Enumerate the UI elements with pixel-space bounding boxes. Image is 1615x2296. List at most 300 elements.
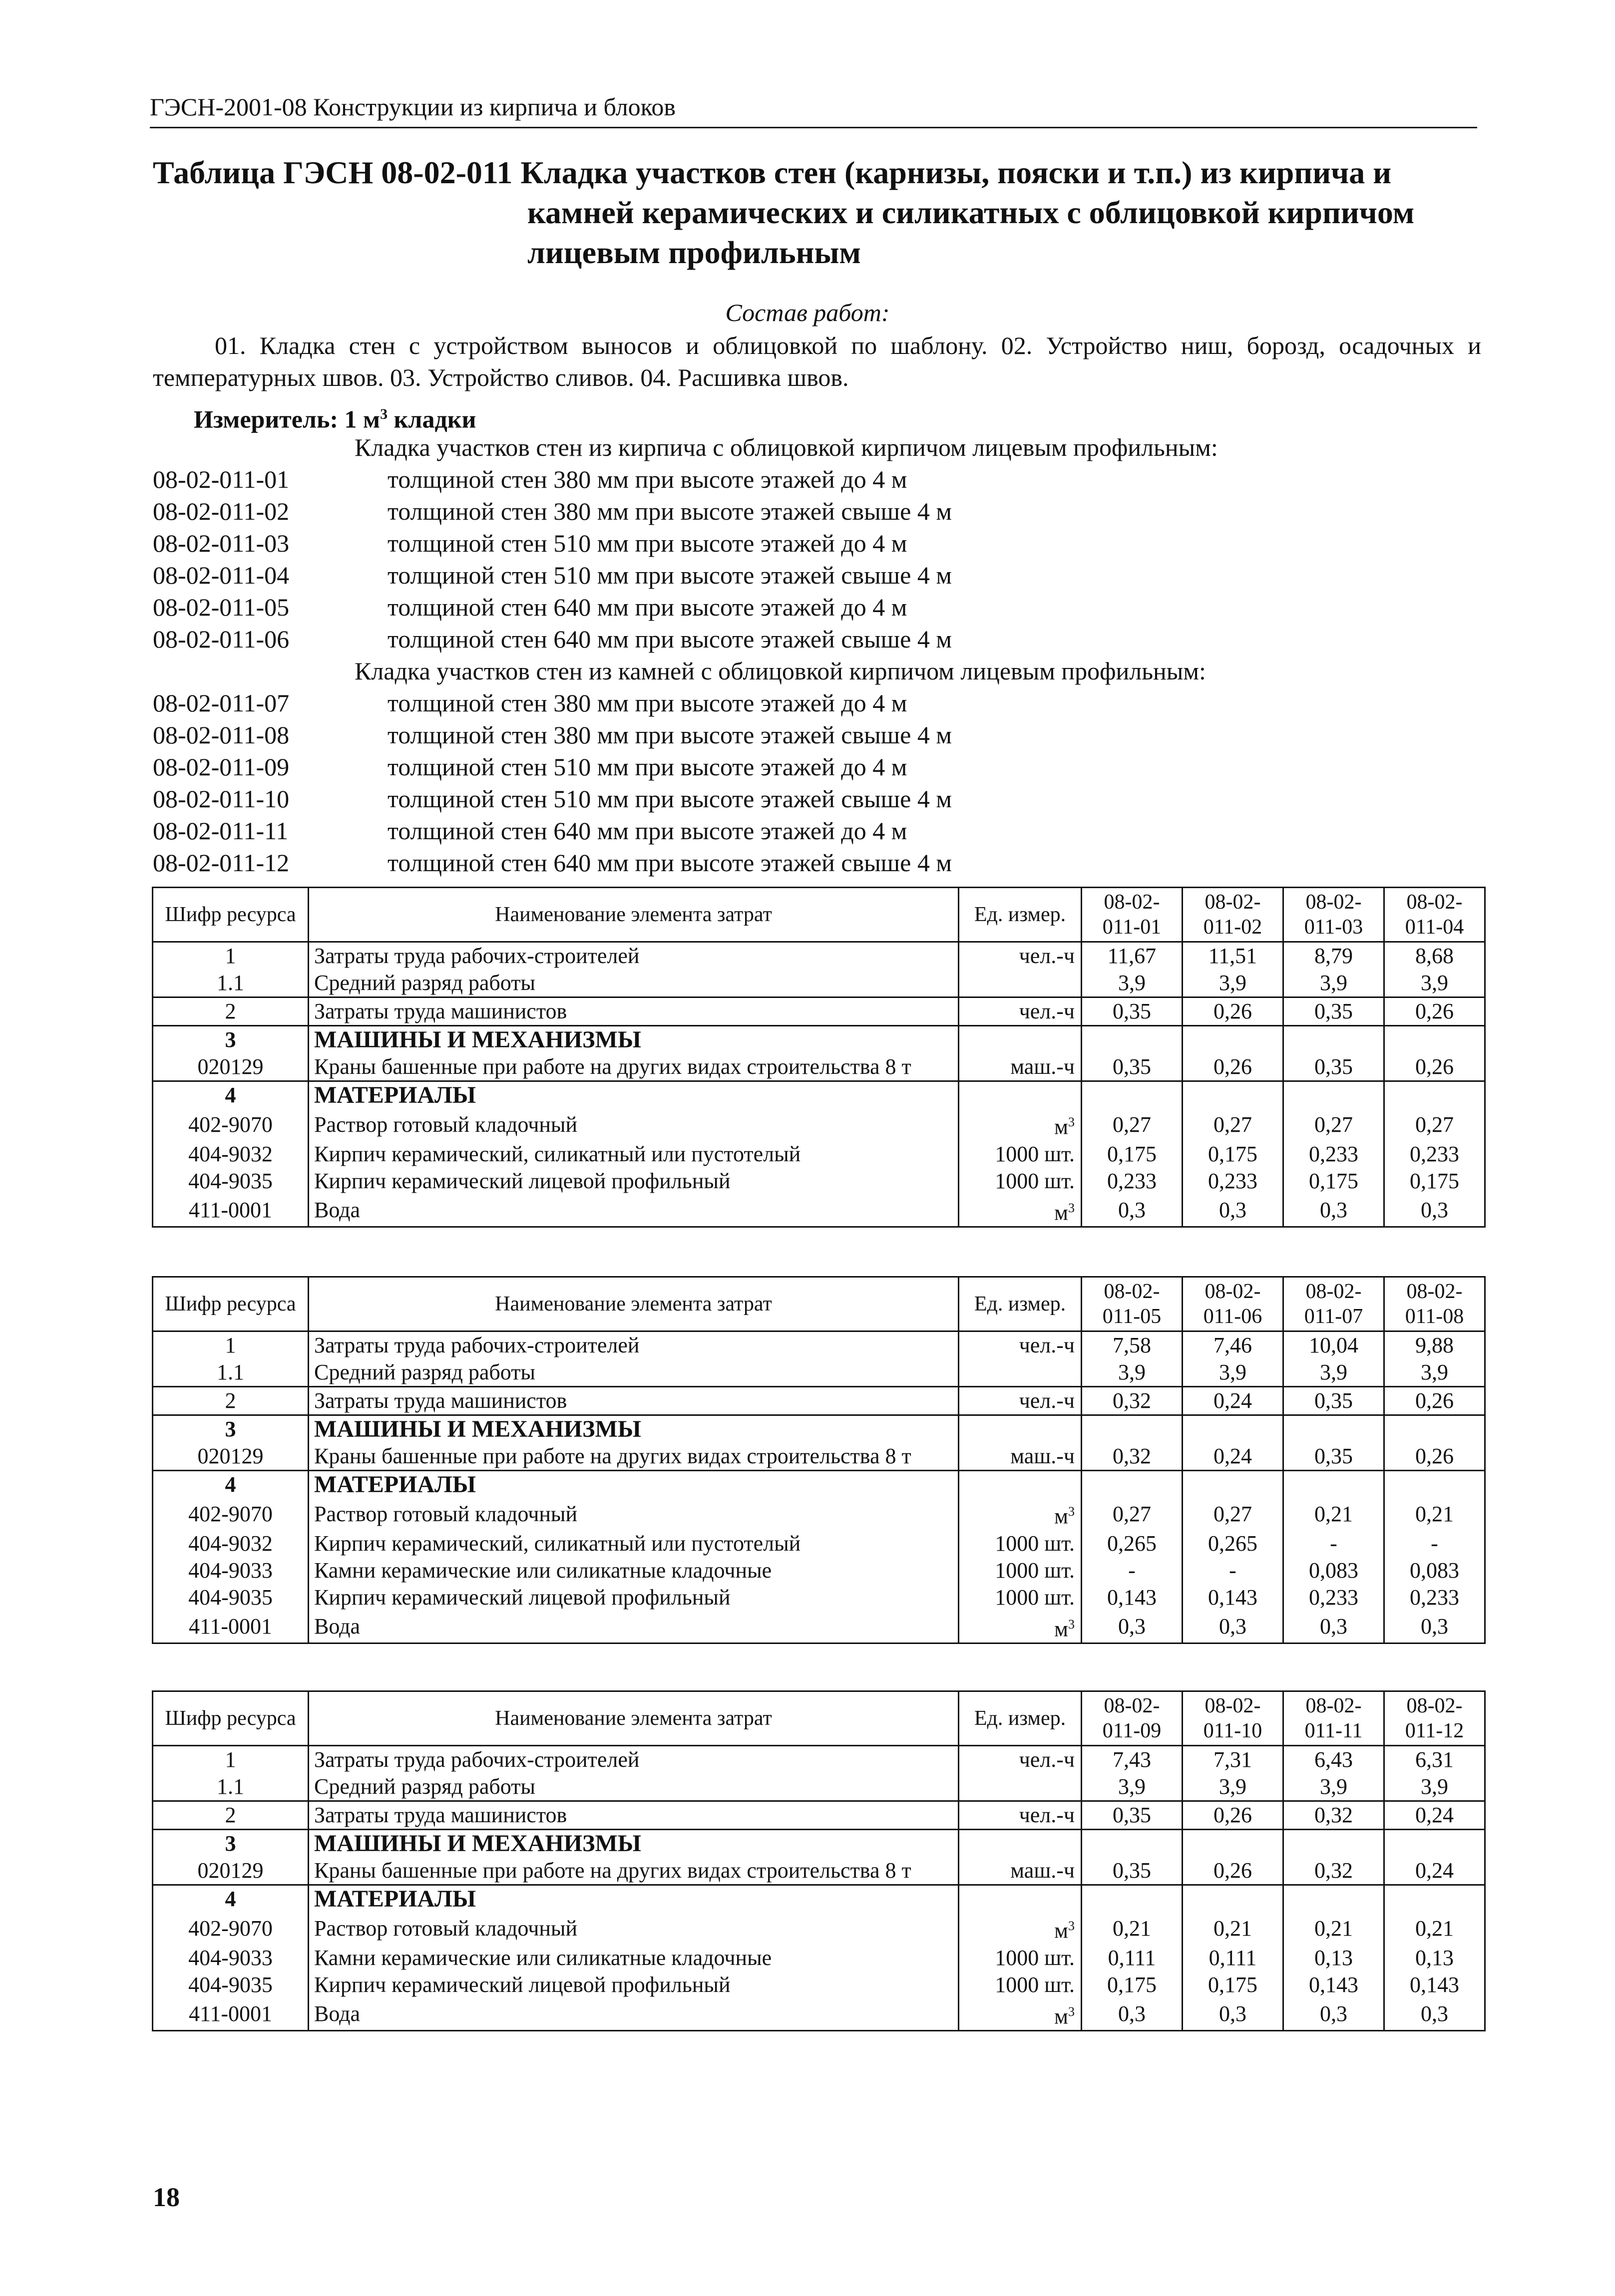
value-text: 0,175 (1107, 1972, 1157, 1997)
header-norm-code (1384, 888, 1485, 942)
table-row (153, 1359, 1485, 1387)
header-norm-code (1082, 888, 1183, 942)
resource-value (1183, 1081, 1283, 1109)
resource-code: 3 (153, 1415, 309, 1443)
value-text: 0,35 (1112, 1803, 1151, 1827)
table-row (153, 1773, 1485, 1801)
resource-name: Краны башенные при работе на других видах строительства 8 т (309, 1053, 959, 1081)
value-text: - (1330, 1531, 1337, 1556)
resource-name: МАТЕРИАЛЫ (309, 1471, 959, 1499)
table-row (153, 1857, 1485, 1885)
resource-unit (959, 1746, 1082, 1774)
resource-unit (959, 1830, 1082, 1858)
resource-value (1183, 1945, 1283, 1971)
table-row (153, 1471, 1485, 1499)
resource-value (1082, 1945, 1183, 1971)
resource-value (1183, 1471, 1283, 1499)
measure-value: 1 м (344, 405, 381, 433)
resource-value (1283, 1998, 1384, 2031)
resource-unit (959, 1141, 1082, 1168)
header-unit: Ед. измер. (959, 1691, 1082, 1746)
value-text: 9,88 (1415, 1333, 1454, 1357)
norm-description: толщиной стен 380 мм при высоте этажей до 4 м (388, 689, 907, 717)
value-text: 0,175 (1308, 1168, 1358, 1193)
header-norm-code-line1: 08-02- (1305, 1694, 1362, 1717)
unit-text: 1000 шт. (995, 1531, 1075, 1556)
norm-description: толщиной стен 510 мм при высоте этажей до 4 м (388, 753, 907, 781)
value-text: 0,24 (1415, 1803, 1454, 1827)
value-text: 10,04 (1308, 1333, 1358, 1357)
resource-unit (959, 1913, 1082, 1945)
header-name: Наименование элемента затрат (309, 1691, 959, 1746)
resource-value (1183, 1530, 1283, 1557)
resource-code: 402-9070 (153, 1913, 309, 1945)
value-text: 0,21 (1112, 1916, 1151, 1941)
norm-code: 08-02-011-09 (153, 753, 290, 781)
resource-value (1384, 1026, 1485, 1054)
resource-name: Вода (309, 1195, 959, 1227)
resource-value (1283, 1331, 1384, 1359)
resource-name: Средний разряд работы (309, 970, 959, 997)
value-text: 0,35 (1314, 999, 1353, 1023)
resource-value (1283, 1611, 1384, 1643)
resource-unit (959, 1998, 1082, 2031)
value-text: 0,3 (1218, 2001, 1246, 2026)
norm-description: толщиной стен 380 мм при высоте этажей до 4 м (388, 465, 907, 493)
resource-value (1384, 1081, 1485, 1109)
resource-code: 404-9035 (153, 1168, 309, 1195)
resource-unit (959, 1945, 1082, 1971)
resource-value (1082, 1857, 1183, 1885)
resource-value (1283, 1801, 1384, 1830)
value-text: 3,9 (1118, 1360, 1146, 1384)
value-text: 7,31 (1213, 1747, 1252, 1772)
header-norm-code-line2: 011-08 (1405, 1305, 1464, 1328)
unit-text: чел.-ч (1019, 944, 1075, 968)
table-header-row (153, 888, 1485, 942)
resource-name: Затраты труда рабочих-строителей (309, 1746, 959, 1774)
norm-description: толщиной стен 640 мм при высоте этажей свыше 4 м (388, 849, 952, 877)
resource-value (1183, 1141, 1283, 1168)
value-text: 6,43 (1314, 1747, 1353, 1772)
norm-code: 08-02-011-02 (153, 497, 290, 525)
resource-unit (959, 1443, 1082, 1471)
unit-text: маш.-ч (1010, 1444, 1075, 1468)
header-norm-code (1183, 1277, 1283, 1331)
resource-value (1082, 1195, 1183, 1227)
resource-value (1283, 997, 1384, 1026)
resource-name: Затраты труда машинистов (309, 1387, 959, 1415)
resource-unit (959, 942, 1082, 970)
norm-code: 08-02-011-08 (153, 721, 290, 749)
norm-description: толщиной стен 510 мм при высоте этажей до 4 м (388, 529, 907, 557)
header-norm-code-line1: 08-02- (1406, 1694, 1463, 1717)
resource-value (1283, 1857, 1384, 1885)
resource-code: 1 (153, 1331, 309, 1359)
unit-exponent: 3 (1068, 1919, 1075, 1933)
header-name: Наименование элемента затрат (309, 1277, 959, 1331)
value-text: 0,27 (1213, 1112, 1252, 1137)
table-row (153, 1141, 1485, 1168)
resource-value (1384, 1141, 1485, 1168)
resource-unit (959, 1857, 1082, 1885)
value-text: 0,13 (1314, 1945, 1353, 1970)
resource-value (1082, 1773, 1183, 1801)
resource-unit (959, 1109, 1082, 1141)
unit-text: чел.-ч (1019, 1388, 1075, 1413)
resource-value (1384, 1168, 1485, 1195)
unit-text: чел.-ч (1019, 1333, 1075, 1357)
resource-code: 1 (153, 1746, 309, 1774)
value-text: - (1229, 1558, 1236, 1583)
resource-value (1384, 1331, 1485, 1359)
value-text: 0,35 (1112, 999, 1151, 1023)
resource-value (1283, 1195, 1384, 1227)
norm-item (153, 687, 1501, 719)
value-text: 0,175 (1208, 1141, 1257, 1166)
resource-code: 3 (153, 1026, 309, 1054)
value-text: 7,46 (1213, 1333, 1252, 1357)
resource-value (1283, 1141, 1384, 1168)
resource-value (1384, 1746, 1485, 1774)
resource-value (1082, 1168, 1183, 1195)
resource-value (1082, 1443, 1183, 1471)
resource-value (1082, 1081, 1183, 1109)
resource-code: 020129 (153, 1053, 309, 1081)
resource-name: Камни керамические или силикатные кладочные (309, 1557, 959, 1584)
resource-value (1082, 1611, 1183, 1643)
value-text: 0,3 (1420, 1614, 1448, 1639)
resource-value (1082, 1331, 1183, 1359)
resource-name: Раствор готовый кладочный (309, 1498, 959, 1530)
resource-value (1183, 1885, 1283, 1913)
resource-value (1082, 1746, 1183, 1774)
resource-code: 4 (153, 1471, 309, 1499)
resource-name: Затраты труда машинистов (309, 997, 959, 1026)
value-text: 3,9 (1319, 1774, 1347, 1799)
value-text: 0,27 (1112, 1501, 1151, 1526)
resource-value (1283, 1359, 1384, 1387)
value-text: 0,111 (1108, 1945, 1156, 1970)
resource-code: 404-9032 (153, 1530, 309, 1557)
resource-unit (959, 1971, 1082, 1998)
resource-value (1283, 1746, 1384, 1774)
header-unit: Ед. измер. (959, 1277, 1082, 1331)
norm-item (153, 623, 1501, 655)
value-text: 0,32 (1112, 1444, 1151, 1468)
header-norm-code-line1: 08-02- (1205, 1694, 1261, 1717)
resource-value (1082, 1109, 1183, 1141)
table-row (153, 1387, 1485, 1415)
resource-name: Камни керамические или силикатные кладочные (309, 1945, 959, 1971)
resource-code: 1.1 (153, 1359, 309, 1387)
norm-code: 08-02-011-04 (153, 561, 290, 589)
value-text: 0,265 (1208, 1531, 1257, 1556)
resource-value (1082, 1885, 1183, 1913)
norm-item (153, 847, 1501, 879)
value-text: 0,175 (1107, 1141, 1157, 1166)
resource-value (1082, 970, 1183, 997)
norm-item (153, 751, 1501, 783)
resource-value (1283, 1945, 1384, 1971)
table-row (153, 1913, 1485, 1945)
resource-value (1283, 1471, 1384, 1499)
resource-name: Затраты труда машинистов (309, 1801, 959, 1830)
resource-name: Кирпич керамический лицевой профильный (309, 1971, 959, 1998)
norm-group-heading: Кладка участков стен из камней с облицовкой кирпичом лицевым профильным: (355, 657, 1206, 685)
resource-value (1082, 1471, 1183, 1499)
resource-unit (959, 1415, 1082, 1443)
table-row (153, 1498, 1485, 1530)
resource-value (1183, 1026, 1283, 1054)
resource-value (1384, 1913, 1485, 1945)
table-row (153, 1195, 1485, 1227)
resource-value (1082, 1913, 1183, 1945)
resource-value (1283, 1109, 1384, 1141)
resource-code: 411-0001 (153, 1998, 309, 2031)
value-text: 0,35 (1314, 1444, 1353, 1468)
resource-code: 411-0001 (153, 1195, 309, 1227)
value-text: 3,9 (1420, 1360, 1448, 1384)
resource-value (1183, 1998, 1283, 2031)
resource-value (1283, 970, 1384, 997)
header-norm-code-line2: 011-10 (1203, 1719, 1262, 1742)
resource-value (1384, 1359, 1485, 1387)
value-text: 0,143 (1107, 1585, 1157, 1610)
header-norm-code-line1: 08-02- (1205, 1280, 1261, 1303)
table-title-line-3: лицевым профильным (527, 235, 861, 270)
resource-unit (959, 1611, 1082, 1643)
resource-unit (959, 1026, 1082, 1054)
table-row (153, 1801, 1485, 1830)
resource-unit (959, 1801, 1082, 1830)
value-text: 0,3 (1118, 2001, 1146, 2026)
page-number: 18 (153, 2182, 180, 2212)
norm-group-heading: Кладка участков стен из кирпича с облицовкой кирпичом лицевым профильным: (355, 433, 1218, 461)
value-text: 0,175 (1409, 1168, 1459, 1193)
value-text: 0,13 (1415, 1945, 1454, 1970)
resource-table-2 (152, 1276, 1486, 1644)
unit-text: 1000 шт. (995, 1168, 1075, 1193)
value-text: 0,233 (1308, 1141, 1358, 1166)
resource-value (1283, 1415, 1384, 1443)
resource-value (1384, 942, 1485, 970)
value-text: 0,233 (1409, 1141, 1459, 1166)
resource-value (1183, 1359, 1283, 1387)
resource-value (1082, 942, 1183, 970)
resource-value (1384, 1998, 1485, 2031)
header-norm-code-line2: 011-05 (1102, 1305, 1162, 1328)
header-norm-code-line1: 08-02- (1205, 891, 1261, 914)
table-title-line-2: камней керамических и силикатных с облицовкой кирпичом (527, 195, 1415, 230)
resource-unit (959, 1773, 1082, 1801)
resource-code: 1.1 (153, 970, 309, 997)
value-text: 0,143 (1308, 1972, 1358, 1997)
value-text: 7,58 (1112, 1333, 1151, 1357)
resource-value (1082, 1498, 1183, 1530)
value-text: 3,9 (1218, 1774, 1246, 1799)
value-text: 7,43 (1112, 1747, 1151, 1772)
unit-exponent: 3 (1068, 1200, 1075, 1215)
value-text: 0,26 (1213, 1803, 1252, 1827)
resource-value (1183, 1971, 1283, 1998)
value-text: 0,21 (1415, 1501, 1454, 1526)
value-text: 0,3 (1319, 1198, 1347, 1223)
value-text: 3,9 (1218, 971, 1246, 995)
norm-item (153, 527, 1501, 559)
value-text: - (1431, 1531, 1438, 1556)
resource-value (1183, 1415, 1283, 1443)
value-text: 0,143 (1208, 1585, 1257, 1610)
value-text: 0,083 (1308, 1558, 1358, 1583)
table-row (153, 1885, 1485, 1913)
resource-value (1384, 1830, 1485, 1858)
resource-unit (959, 1168, 1082, 1195)
header-norm-code-line1: 08-02- (1104, 891, 1160, 914)
resource-value (1384, 1109, 1485, 1141)
header-norm-code-line2: 011-07 (1304, 1305, 1363, 1328)
resource-value (1082, 1998, 1183, 2031)
norm-code: 08-02-011-07 (153, 689, 290, 717)
header-norm-code (1384, 1277, 1485, 1331)
header-norm-code (1082, 1277, 1183, 1331)
table-header-row (153, 1691, 1485, 1746)
resource-name: Затраты труда рабочих-строителей (309, 942, 959, 970)
measure-exponent: 3 (380, 406, 388, 422)
norm-code: 08-02-011-12 (153, 849, 290, 877)
header-norm-code-line2: 011-12 (1405, 1719, 1464, 1742)
measure-suffix: кладки (394, 405, 476, 433)
resource-value (1183, 1801, 1283, 1830)
header-norm-code (1183, 1691, 1283, 1746)
resource-name: Средний разряд работы (309, 1359, 959, 1387)
norm-description: толщиной стен 380 мм при высоте этажей свыше 4 м (388, 497, 952, 525)
value-text: 0,26 (1415, 999, 1454, 1023)
composition-text: 01. Кладка стен с устройством выносов и облицовкой по шаблону. 02. Устройство ниш, борозд, осадочных и температурных швов. 03. Устройство сливов. 04. Расшивка швов. (153, 331, 1481, 391)
resource-code: 020129 (153, 1857, 309, 1885)
value-text: 0,27 (1213, 1501, 1252, 1526)
table-row (153, 1830, 1485, 1858)
header-rule (150, 127, 1477, 128)
value-text: 11,51 (1208, 944, 1257, 968)
norm-description: толщиной стен 640 мм при высоте этажей свыше 4 м (388, 625, 952, 653)
resource-value (1082, 1053, 1183, 1081)
header-norm-code (1384, 1691, 1485, 1746)
table-title-line-1: Кладка участков стен (карнизы, пояски и т.п.) из кирпича и (520, 155, 1392, 190)
resource-name: Кирпич керамический лицевой профильный (309, 1584, 959, 1611)
value-text: 0,26 (1415, 1444, 1454, 1468)
value-text: 0,26 (1415, 1054, 1454, 1079)
unit-text: м (1054, 2004, 1068, 2029)
table-row (153, 1053, 1485, 1081)
resource-value (1283, 942, 1384, 970)
resource-code: 404-9035 (153, 1971, 309, 1998)
unit-text: м (1054, 1114, 1068, 1139)
table-row (153, 1584, 1485, 1611)
header-norm-code-line1: 08-02- (1406, 1280, 1463, 1303)
norm-description: толщиной стен 640 мм при высоте этажей до 4 м (388, 817, 907, 845)
unit-text: маш.-ч (1010, 1054, 1075, 1079)
table-row (153, 1971, 1485, 1998)
norm-item (153, 591, 1501, 623)
header-norm-code (1283, 888, 1384, 942)
value-text: 0,26 (1213, 1858, 1252, 1883)
value-text: 0,21 (1314, 1916, 1353, 1941)
unit-text: маш.-ч (1010, 1858, 1075, 1883)
resource-unit (959, 970, 1082, 997)
value-text: 11,67 (1107, 944, 1157, 968)
resource-unit (959, 1530, 1082, 1557)
resource-code: 4 (153, 1885, 309, 1913)
measure-label: Измеритель: (194, 405, 339, 433)
norm-description: толщиной стен 380 мм при высоте этажей свыше 4 м (388, 721, 952, 749)
value-text: 0,3 (1319, 2001, 1347, 2026)
resource-value (1283, 1387, 1384, 1415)
resource-unit (959, 1557, 1082, 1584)
resource-code: 404-9032 (153, 1141, 309, 1168)
resource-value (1183, 970, 1283, 997)
resource-value (1384, 1053, 1485, 1081)
value-text: 0,35 (1112, 1858, 1151, 1883)
value-text: 0,24 (1213, 1444, 1252, 1468)
value-text: 0,24 (1213, 1388, 1252, 1413)
norm-code: 08-02-011-06 (153, 625, 290, 653)
header-name: Наименование элемента затрат (309, 888, 959, 942)
resource-value (1082, 1584, 1183, 1611)
unit-text: м (1054, 1918, 1068, 1943)
norm-item (153, 783, 1501, 815)
resource-value (1384, 1801, 1485, 1830)
resource-value (1082, 1557, 1183, 1584)
table-header-row (153, 1277, 1485, 1331)
resource-value (1384, 1857, 1485, 1885)
resource-unit (959, 1584, 1082, 1611)
unit-text: 1000 шт. (995, 1558, 1075, 1583)
unit-exponent: 3 (1068, 2004, 1075, 2019)
resource-code: 402-9070 (153, 1498, 309, 1530)
resource-value (1183, 1443, 1283, 1471)
resource-value (1183, 1584, 1283, 1611)
value-text: 0,21 (1213, 1916, 1252, 1941)
resource-name: МАТЕРИАЛЫ (309, 1081, 959, 1109)
norm-code: 08-02-011-05 (153, 593, 290, 621)
value-text: 3,9 (1319, 1360, 1347, 1384)
resource-value (1283, 1830, 1384, 1858)
resource-value (1283, 1557, 1384, 1584)
resource-value (1384, 1557, 1485, 1584)
resource-unit (959, 1195, 1082, 1227)
resource-value (1183, 1168, 1283, 1195)
resource-value (1283, 1913, 1384, 1945)
resource-name: Затраты труда рабочих-строителей (309, 1331, 959, 1359)
header-norm-code-line2: 011-11 (1304, 1719, 1363, 1742)
header-norm-code-line2: 011-06 (1203, 1305, 1262, 1328)
table-title-label: Таблица ГЭСН 08-02-011 (153, 155, 513, 190)
resource-code: 2 (153, 1801, 309, 1830)
resource-value (1082, 1387, 1183, 1415)
header-norm-code-line1: 08-02- (1305, 1280, 1362, 1303)
resource-value (1082, 1026, 1183, 1054)
value-text: 6,31 (1415, 1747, 1454, 1772)
resource-unit (959, 1053, 1082, 1081)
resource-name: Раствор готовый кладочный (309, 1913, 959, 1945)
header-norm-code-line1: 08-02- (1406, 891, 1463, 914)
header-norm-code (1082, 1691, 1183, 1746)
resource-name: Вода (309, 1611, 959, 1643)
resource-unit (959, 997, 1082, 1026)
resource-value (1183, 1611, 1283, 1643)
table-row (153, 970, 1485, 997)
